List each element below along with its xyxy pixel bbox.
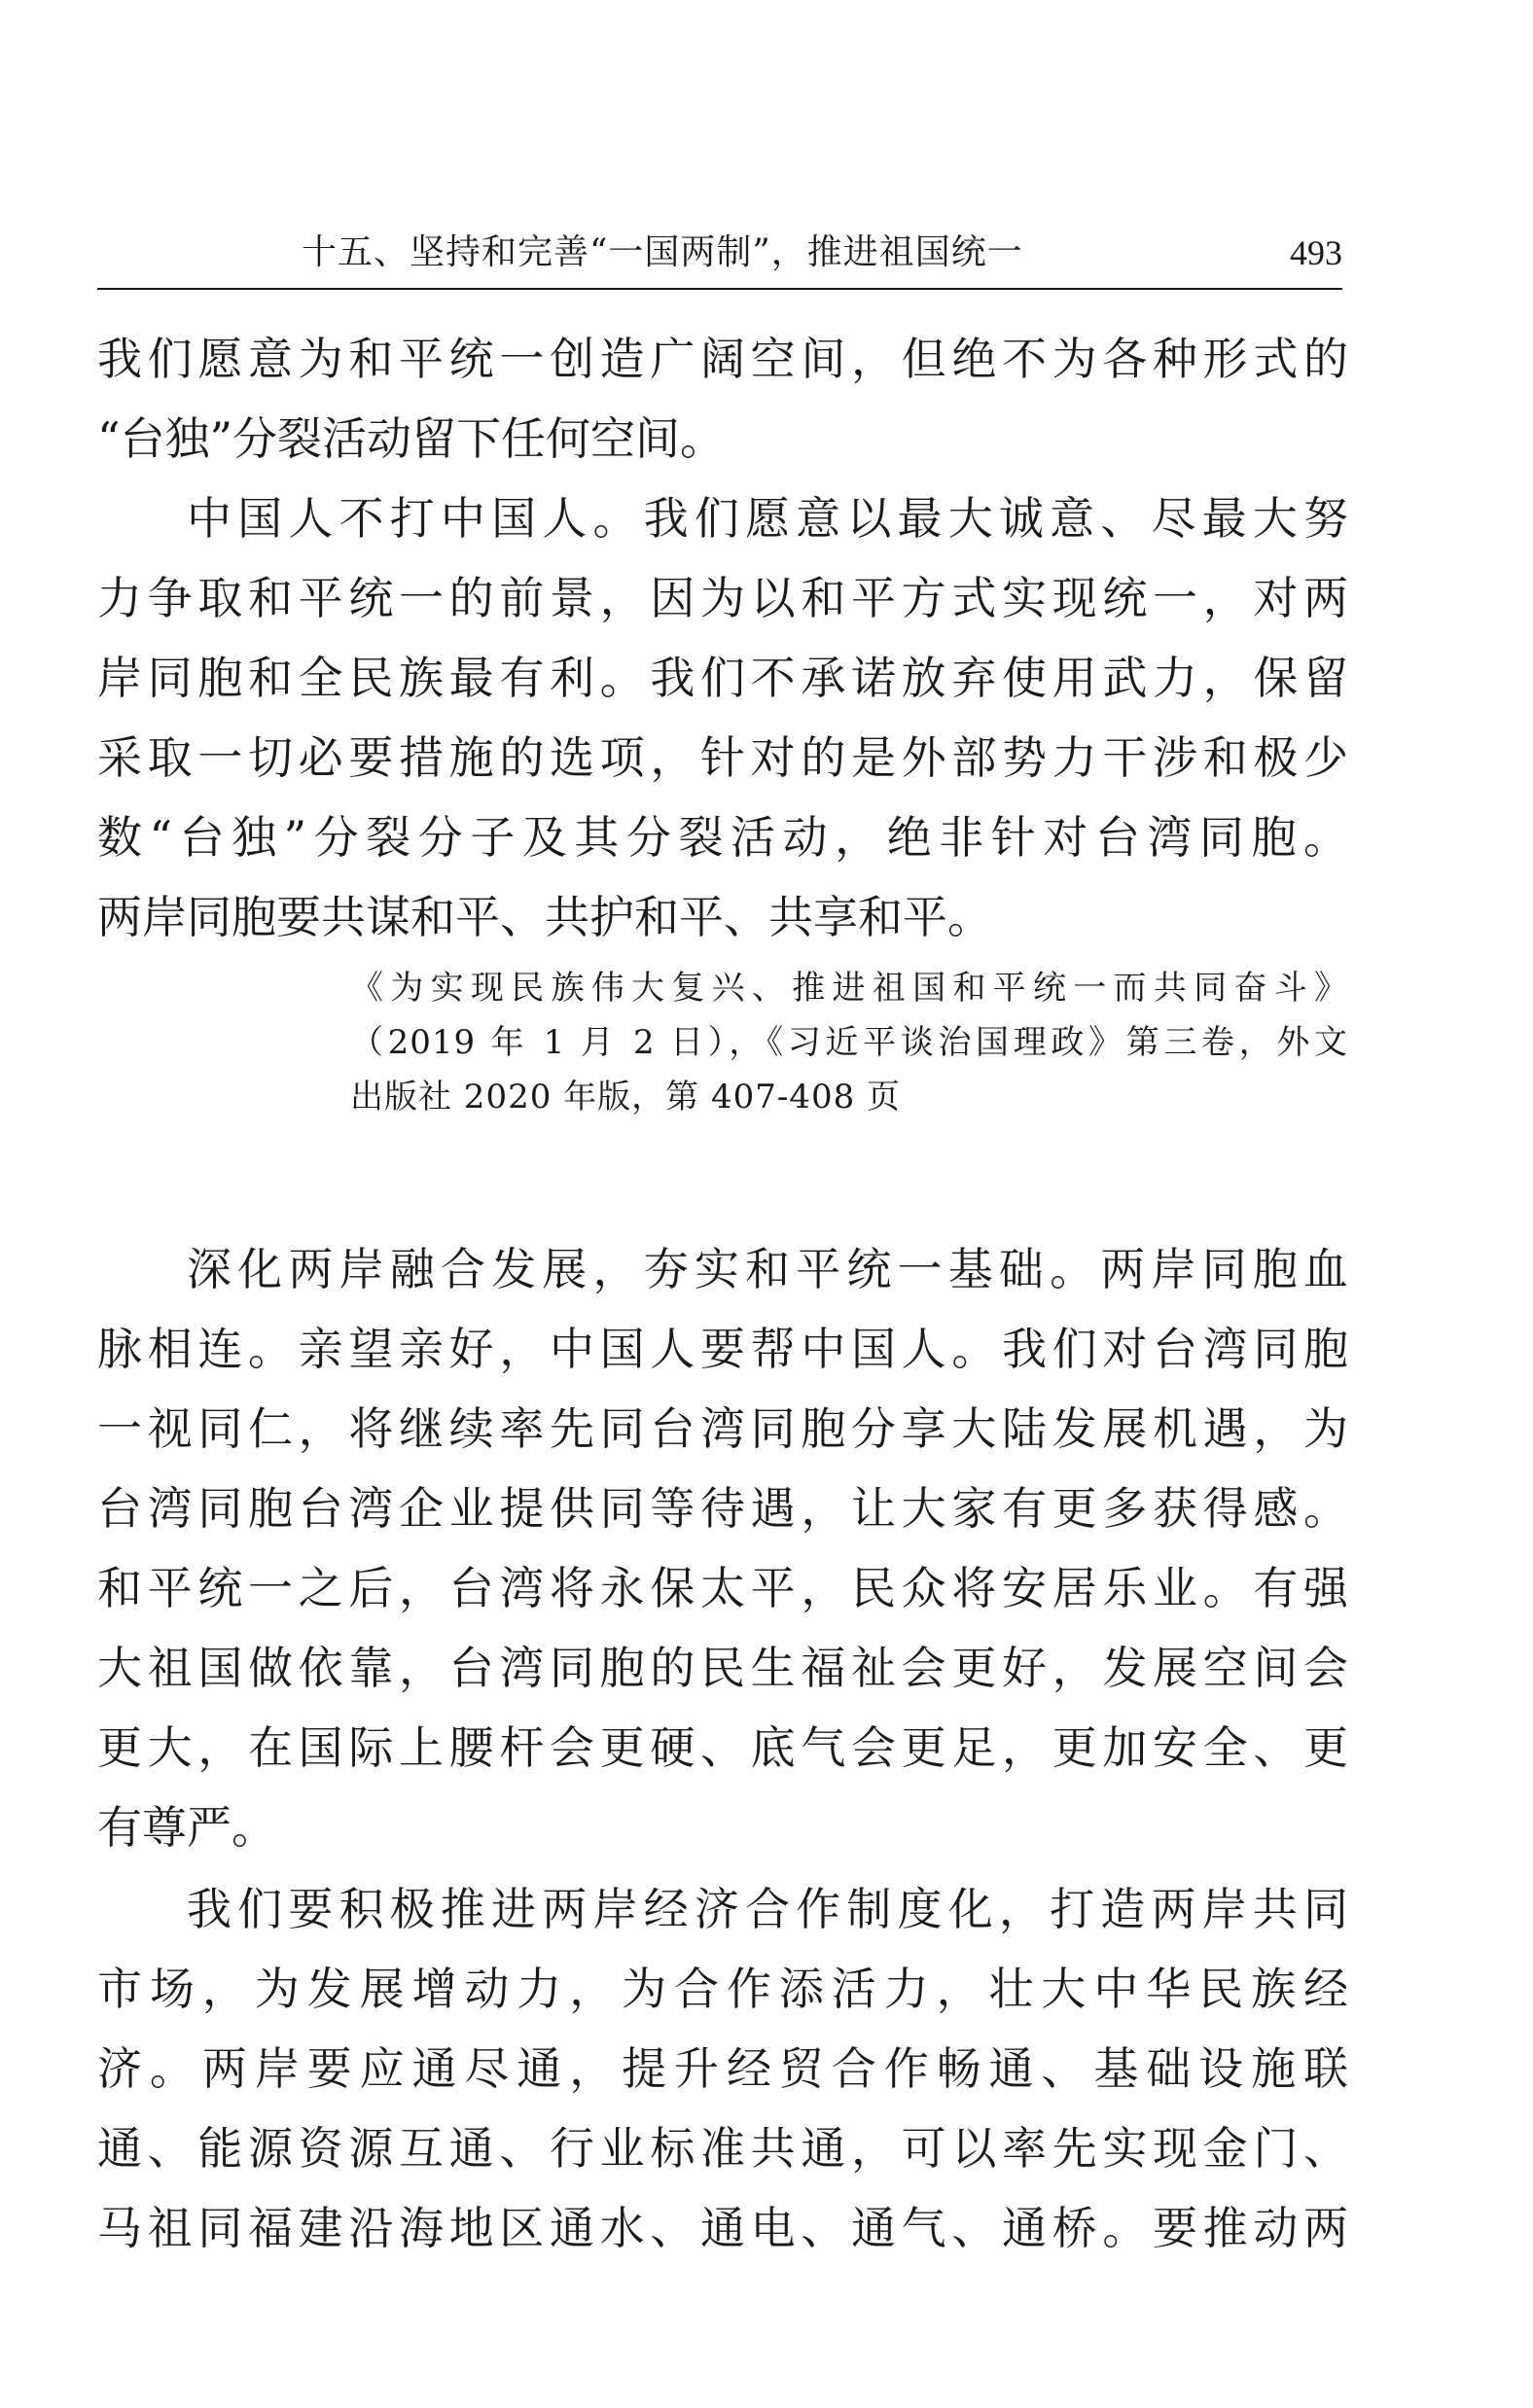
source-citation [350, 961, 1348, 1124]
header-rule [97, 288, 1342, 290]
paragraph-line: 岸同胞和全民族最有利。我们不承诺放弃使用武力，保留 [97, 652, 1348, 704]
paragraph-line: 通、能源资源互通、行业标准共通，可以率先实现金门、 [97, 2122, 1348, 2175]
paragraph-line: 深化两岸融合发展，夯实和平统一基础。两岸同胞血 [187, 1243, 1348, 1295]
paragraph-line: 中国人不打中国人。我们愿意以最大诚意、尽最大努 [187, 492, 1348, 545]
paragraph-line: 有尊严。 [97, 1801, 276, 1854]
paragraph-line: 济。两岸要应通尽通，提升经贸合作畅通、基础设施联 [97, 2042, 1348, 2095]
paragraph-line: 更大，在国际上腰杆会更硬、底气会更足，更加安全、更 [97, 1721, 1348, 1774]
paragraph-line: 数“台独”分裂分子及其分裂活动，绝非针对台湾同胞。 [97, 811, 1348, 864]
paragraph-line: 市场，为发展增动力，为合作添活力，壮大中华民族经 [97, 1963, 1348, 2015]
paragraph-line: 采取一切必要措施的选项，针对的是外部势力干涉和极少 [97, 731, 1348, 784]
page-number: 493 [1290, 233, 1342, 272]
citation-line: 《为实现民族伟大复兴、推进祖国和平统一而共同奋斗》 [350, 969, 1348, 1008]
running-title: 十五、坚持和完善“一国两制”，推进祖国统一 [302, 232, 1023, 272]
paragraph-line: “台独”分裂活动留下任何空间。 [97, 412, 726, 465]
paragraph-1 [97, 319, 1348, 478]
paragraph-2 [97, 478, 1348, 957]
paragraph-3 [97, 1229, 1348, 1867]
paragraph-line: 我们愿意为和平统一创造广阔空间，但绝不为各种形式的 [97, 333, 1348, 385]
paragraph-line: 大祖国做依靠，台湾同胞的民生福祉会更好，发展空间会 [97, 1642, 1348, 1694]
citation-line: （2019 年 1 月 2 日），《习近平谈治国理政》第三卷，外文 [350, 1023, 1348, 1062]
paragraph-line: 脉相连。亲望亲好，中国人要帮中国人。我们对台湾同胞 [97, 1323, 1348, 1375]
paragraph-line: 两岸同胞要共谋和平、共护和平、共享和平。 [97, 891, 992, 943]
citation-line: 出版社 2020 年版，第 407-408 页 [350, 1078, 902, 1116]
paragraph-line: 台湾同胞台湾企业提供同等待遇，让大家有更多获得感。 [97, 1482, 1348, 1535]
paragraph-4 [97, 1869, 1348, 2268]
paragraph-line: 力争取和平统一的前景，因为以和平方式实现统一，对两 [97, 572, 1348, 624]
paragraph-line: 和平统一之后，台湾将永保太平，民众将安居乐业。有强 [97, 1562, 1348, 1614]
paragraph-line: 我们要积极推进两岸经济合作制度化，打造两岸共同 [187, 1883, 1348, 1935]
paragraph-line: 马祖同福建沿海地区通水、通电、通气、通桥。要推动两 [97, 2202, 1348, 2254]
running-head [97, 224, 1342, 282]
paragraph-line: 一视同仁，将继续率先同台湾同胞分享大陆发展机遇，为 [97, 1402, 1348, 1455]
